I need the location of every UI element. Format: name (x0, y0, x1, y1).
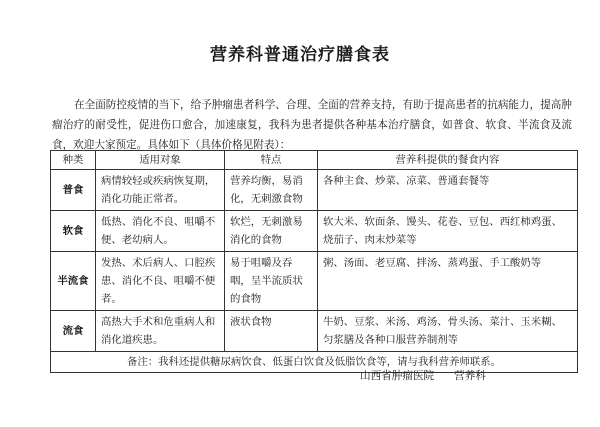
row-type: 流食 (51, 311, 96, 352)
table-note-row (51, 352, 578, 373)
row-feature: 软烂，无刺激易消化的食物 (225, 211, 318, 252)
signature (360, 368, 486, 383)
row-content: 牛奶、豆浆、米汤、鸡汤、骨头汤、菜汁、玉米糊、匀浆膳及各种口服营养制剂等 (318, 311, 578, 352)
table-header-row (51, 151, 578, 170)
document-title: 营养科普通治疗膳食表 (210, 45, 390, 65)
table-row (51, 211, 578, 252)
row-feature: 易于咀嚼及吞咽，呈半流质状的食物 (225, 252, 318, 311)
header-feature: 特点 (225, 151, 318, 170)
table-row (51, 252, 578, 311)
row-type: 软食 (51, 211, 96, 252)
row-target: 低热、消化不良、咀嚼不便、老幼病人。 (96, 211, 225, 252)
row-type: 普食 (51, 170, 96, 211)
row-target: 病情较轻或疾病恢复期，消化功能正常者。 (96, 170, 225, 211)
header-content: 营养科提供的餐食内容 (318, 151, 578, 170)
row-content: 各种主食、炒菜、凉菜、普通套餐等 (318, 170, 578, 211)
signature-hospital: 山西省肿瘤医院 (360, 370, 435, 382)
row-target: 发热、术后病人、口腔疾患、消化不良、咀嚼不便者。 (96, 252, 225, 311)
intro-paragraph: 在全面防控疫情的当下，给予肿瘤患者科学、合理、全面的营养支持，有助于提高患者的抗病能力，提高肿瘤治疗的耐受性，促进伤口愈合，加速康复，我科为患者提供各种基本治疗膳食，如普食、软食、半流食及流食，欢迎大家预定。具体如下（具体价格见附表）： (52, 99, 572, 151)
row-feature: 营养均衡，易消化，无刺激食物 (225, 170, 318, 211)
table-row (51, 170, 578, 211)
table-note: 备注：我科还提供糖尿病饮食、低蛋白饮食及低脂饮食等，请与我科营养师联系。 (51, 352, 578, 373)
header-type: 种类 (51, 151, 96, 170)
row-type: 半流食 (51, 252, 96, 311)
header-target: 适用对象 (96, 151, 225, 170)
table-row (51, 311, 578, 352)
row-content: 粥、汤面、老豆腐、拌汤、蒸鸡蛋、手工酸奶等 (318, 252, 578, 311)
row-feature: 液状食物 (225, 311, 318, 352)
signature-department: 营养科 (454, 370, 486, 382)
row-content: 软大米、软面条、馒头、花卷、豆包、西红柿鸡蛋、烧茄子、肉末炒菜等 (318, 211, 578, 252)
diet-table (50, 150, 578, 373)
row-target: 高热大手术和危重病人和消化道疾患。 (96, 311, 225, 352)
